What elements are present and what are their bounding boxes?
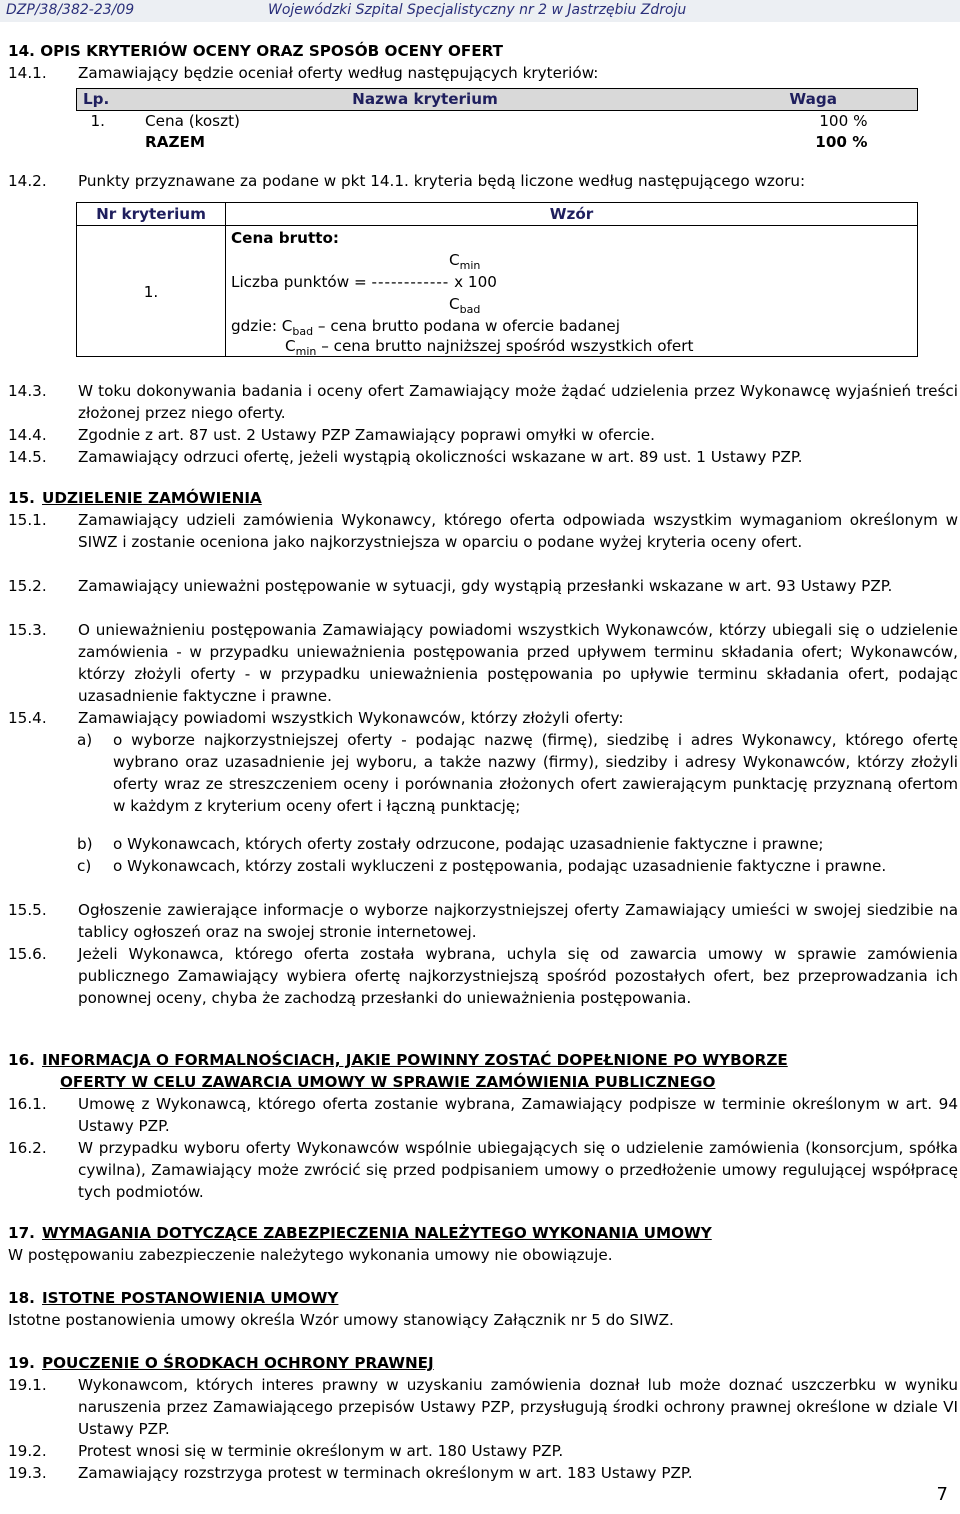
total-label: RAZEM bbox=[145, 133, 205, 151]
row-name: Cena (koszt) bbox=[145, 112, 240, 130]
where-cbad: gdzie: $C_{bad}$ – cena brutto podana w ofercie badanej bbox=[231, 317, 620, 339]
item-text: Zamawiający będzie oceniał oferty według następujących kryteriów: bbox=[78, 64, 599, 82]
item-19-2 bbox=[8, 1440, 958, 1462]
section-15-title: 15. UDZIELENIE ZAMÓWIENIA bbox=[8, 489, 262, 507]
multiplier: x 100 bbox=[454, 273, 497, 291]
col-nr-kryterium: Nr kryterium bbox=[96, 205, 206, 223]
criterion-number: 1. bbox=[143, 283, 159, 301]
item-text: Zamawiający udzieli zamówienia Wykonawcy, którego oferta odpowiada wszystkim wymaganiom określonym w SIWZ i zostanie oceniona jako najkorzystniejsza w oparciu o podane wyżej kryteria oceny ofert. bbox=[78, 511, 958, 551]
item-text: Punkty przyznawane za podane w pkt 14.1. kryteria będą liczone według następującego wzoru: bbox=[78, 172, 806, 190]
item-14-1 bbox=[8, 62, 958, 84]
formula-table bbox=[76, 202, 918, 357]
fraction-dashes: ------------ bbox=[371, 273, 450, 291]
item-number: 15.6. bbox=[8, 945, 47, 963]
section-19-title: 19. POUCZENIE O ŚRODKACH OCHRONY PRAWNEJ bbox=[8, 1354, 434, 1372]
item-text: Ogłoszenie zawierające informacje o wyborze najkorzystniejszej oferty Zamawiający umieści w swojej siedzibie na tablicy ogłoszeń oraz na swojej stronie internetowej. bbox=[78, 901, 958, 941]
item-14-3 bbox=[8, 380, 958, 424]
hospital-name: Wojewódzki Szpital Specjalistyczny nr 2 w Jastrzębiu Zdroju bbox=[268, 2, 687, 18]
total-weight: 100 % bbox=[815, 133, 868, 151]
item-number: 15.4. bbox=[8, 709, 47, 727]
header-divider bbox=[77, 225, 917, 226]
row-weight: 100 % bbox=[819, 112, 868, 130]
item-15-1 bbox=[8, 509, 958, 553]
page-header bbox=[0, 0, 960, 22]
item-number: 19.1. bbox=[8, 1376, 47, 1394]
item-text: Zamawiający rozstrzyga protest w terminach określonym w art. 183 Ustawy PZP. bbox=[78, 1464, 693, 1482]
item-19-1 bbox=[8, 1374, 958, 1440]
criteria-row bbox=[77, 111, 918, 133]
item-number: 15.1. bbox=[8, 511, 47, 529]
item-number: 16.2. bbox=[8, 1139, 47, 1157]
section-16-title-line2: OFERTY W CELU ZAWARCIA UMOWY W SPRAWIE ZAMÓWIENIA PUBLICZNEGO bbox=[60, 1073, 716, 1091]
item-14-4 bbox=[8, 424, 958, 446]
section-16-title: 16. INFORMACJA O FORMALNOŚCIACH, JAKIE POWINNY ZOSTAĆ DOPEŁNIONE PO WYBORZE bbox=[8, 1051, 788, 1069]
col-weight: Waga bbox=[711, 89, 918, 111]
section-17-text: W postępowaniu zabezpieczenie należytego wykonania umowy nie obowiązuje. bbox=[8, 1246, 613, 1264]
item-number: 14.1. bbox=[8, 64, 47, 82]
item-text: Wykonawcom, których interes prawny w uzyskaniu zamówienia doznał lub może doznać uszczerbku w wyniku naruszenia przez Zamawiającego przepisów Ustawy PZP, przysługują środki ochrony prawnej określone w dziale VI Ustawy PZP. bbox=[78, 1376, 958, 1438]
item-15-3 bbox=[8, 619, 958, 707]
col-lp: Lp. bbox=[77, 89, 140, 111]
item-text: Zamawiający odrzuci ofertę, jeżeli wystąpią okoliczności wskazane w art. 89 ust. 1 Ustawy PZP. bbox=[78, 448, 803, 466]
item-15-6 bbox=[8, 943, 958, 1009]
cmin-numerator: $C_{min}$ bbox=[449, 251, 481, 273]
item-14-5 bbox=[8, 446, 958, 468]
item-text: Protest wnosi się w terminie określonym w art. 180 Ustawy PZP. bbox=[78, 1442, 564, 1460]
item-16-1 bbox=[8, 1093, 958, 1137]
item-number: 19.2. bbox=[8, 1442, 47, 1460]
price-label: Cena brutto: bbox=[231, 229, 339, 247]
criteria-total-row bbox=[77, 132, 918, 153]
item-15-4 bbox=[8, 707, 958, 729]
sublist-item-c: c) o Wykonawcach, którzy zostali wykluczeni z postępowania, podając uzasadnienie faktyczne i prawne. bbox=[77, 857, 887, 875]
item-number: 14.3. bbox=[8, 382, 47, 400]
section-18-title: 18. ISTOTNE POSTANOWIENIA UMOWY bbox=[8, 1289, 339, 1307]
item-text: Zamawiający unieważni postępowanie w sytuacji, gdy wystąpią przesłanki wskazane w art. 93 Ustawy PZP. bbox=[78, 577, 893, 595]
row-lp: 1. bbox=[90, 112, 105, 130]
item-number: 19.3. bbox=[8, 1464, 47, 1482]
item-number: 16.1. bbox=[8, 1095, 47, 1113]
criteria-table-header bbox=[77, 89, 918, 111]
document-id: DZP/38/382-23/09 bbox=[6, 2, 135, 18]
where-cmin: $C_{min}$ – cena brutto najniższej spośród wszystkich ofert bbox=[285, 337, 694, 359]
points-formula bbox=[231, 273, 497, 291]
page-number: 7 bbox=[936, 1484, 948, 1505]
section-17-title: 17. WYMAGANIA DOTYCZĄCE ZABEZPIECZENIA NALEŻYTEGO WYKONANIA UMOWY bbox=[8, 1224, 712, 1242]
item-14-2 bbox=[8, 170, 958, 192]
points-label: Liczba punktów = bbox=[231, 273, 367, 291]
cbad-denominator: $C_{bad}$ bbox=[449, 295, 481, 317]
criteria-table bbox=[76, 88, 918, 153]
item-19-3 bbox=[8, 1462, 958, 1484]
item-text: W przypadku wyboru oferty Wykonawców wspólnie ubiegających się o udzielenie zamówienia (konsorcjum, spółka cywilna), Zamawiający może zwrócić się przed podpisaniem umowy o przedłożenie umowy regulującej współpracę tych podmiotów. bbox=[78, 1139, 958, 1201]
item-number: 15.5. bbox=[8, 901, 47, 919]
item-text: W toku dokonywania badania i oceny ofert Zamawiający może żądać udzielenia przez Wykonawcę wyjaśnień treści złożonej przez niego oferty. bbox=[78, 382, 958, 422]
item-text: O unieważnieniu postępowania Zamawiający powiadomi wszystkich Wykonawców, którzy ubiegali się o udzielenie zamówienia - w przypadku unieważnienia postępowania przed upływem terminu składania ofert; Wykonawców, którzy złożyli oferty - w przypadku unieważnienia postępowania po upływie terminu składania ofert, podając uzasadnienie faktyczne i prawne. bbox=[78, 621, 958, 705]
item-number: 15.2. bbox=[8, 577, 47, 595]
col-name: Nazwa kryterium bbox=[139, 89, 711, 111]
item-number: 14.2. bbox=[8, 172, 47, 190]
item-number: 15.3. bbox=[8, 621, 47, 639]
item-15-5 bbox=[8, 899, 958, 943]
item-number: 14.4. bbox=[8, 426, 47, 444]
sublist-item-a: a) o wyborze najkorzystniejszej oferty - podając nazwę (firmę), siedzibę i adres Wykonawcy, którego ofertę wybrano oraz uzasadnienie jej wyboru, a także nazwy (firmy), siedziby i adresy Wykonawców, którzy złożyli oferty wraz ze streszczeniem oceny i porównania złożonych ofert zawierającym punktację przyznaną ofertom w każdym z kryterium oceny ofert i łączną punktację; bbox=[77, 731, 958, 815]
item-16-2 bbox=[8, 1137, 958, 1203]
col-wzor: Wzór bbox=[549, 205, 594, 223]
item-text: Zgodnie z art. 87 ust. 2 Ustawy PZP Zamawiający poprawi omyłki w ofercie. bbox=[78, 426, 655, 444]
item-text: Umowę z Wykonawcą, którego oferta zostanie wybrana, Zamawiający podpisze w terminie określonym w art. 94 Ustawy PZP. bbox=[78, 1095, 958, 1135]
item-text: Zamawiający powiadomi wszystkich Wykonawców, którzy złożyli oferty: bbox=[78, 709, 624, 727]
sublist-item-b: b) o Wykonawcach, których oferty zostały odrzucone, podając uzasadnienie faktyczne i prawne; bbox=[77, 835, 824, 853]
item-15-2 bbox=[8, 575, 958, 597]
item-text: Jeżeli Wykonawca, którego oferta została wybrana, uchyla się od zawarcia umowy w sprawie zamówienia publicznego Zamawiający wybiera ofertę najkorzystniejszą spośród pozostałych ofert, bez przeprowadzania ich ponownej oceny, chyba że zachodzą przesłanki do unieważnienia postępowania. bbox=[78, 945, 958, 1007]
section-14-title: 14. OPIS KRYTERIÓW OCENY ORAZ SPOSÓB OCENY OFERT bbox=[8, 42, 504, 60]
item-number: 14.5. bbox=[8, 448, 47, 466]
section-18-text: Istotne postanowienia umowy określa Wzór umowy stanowiący Załącznik nr 5 do SIWZ. bbox=[8, 1311, 674, 1329]
